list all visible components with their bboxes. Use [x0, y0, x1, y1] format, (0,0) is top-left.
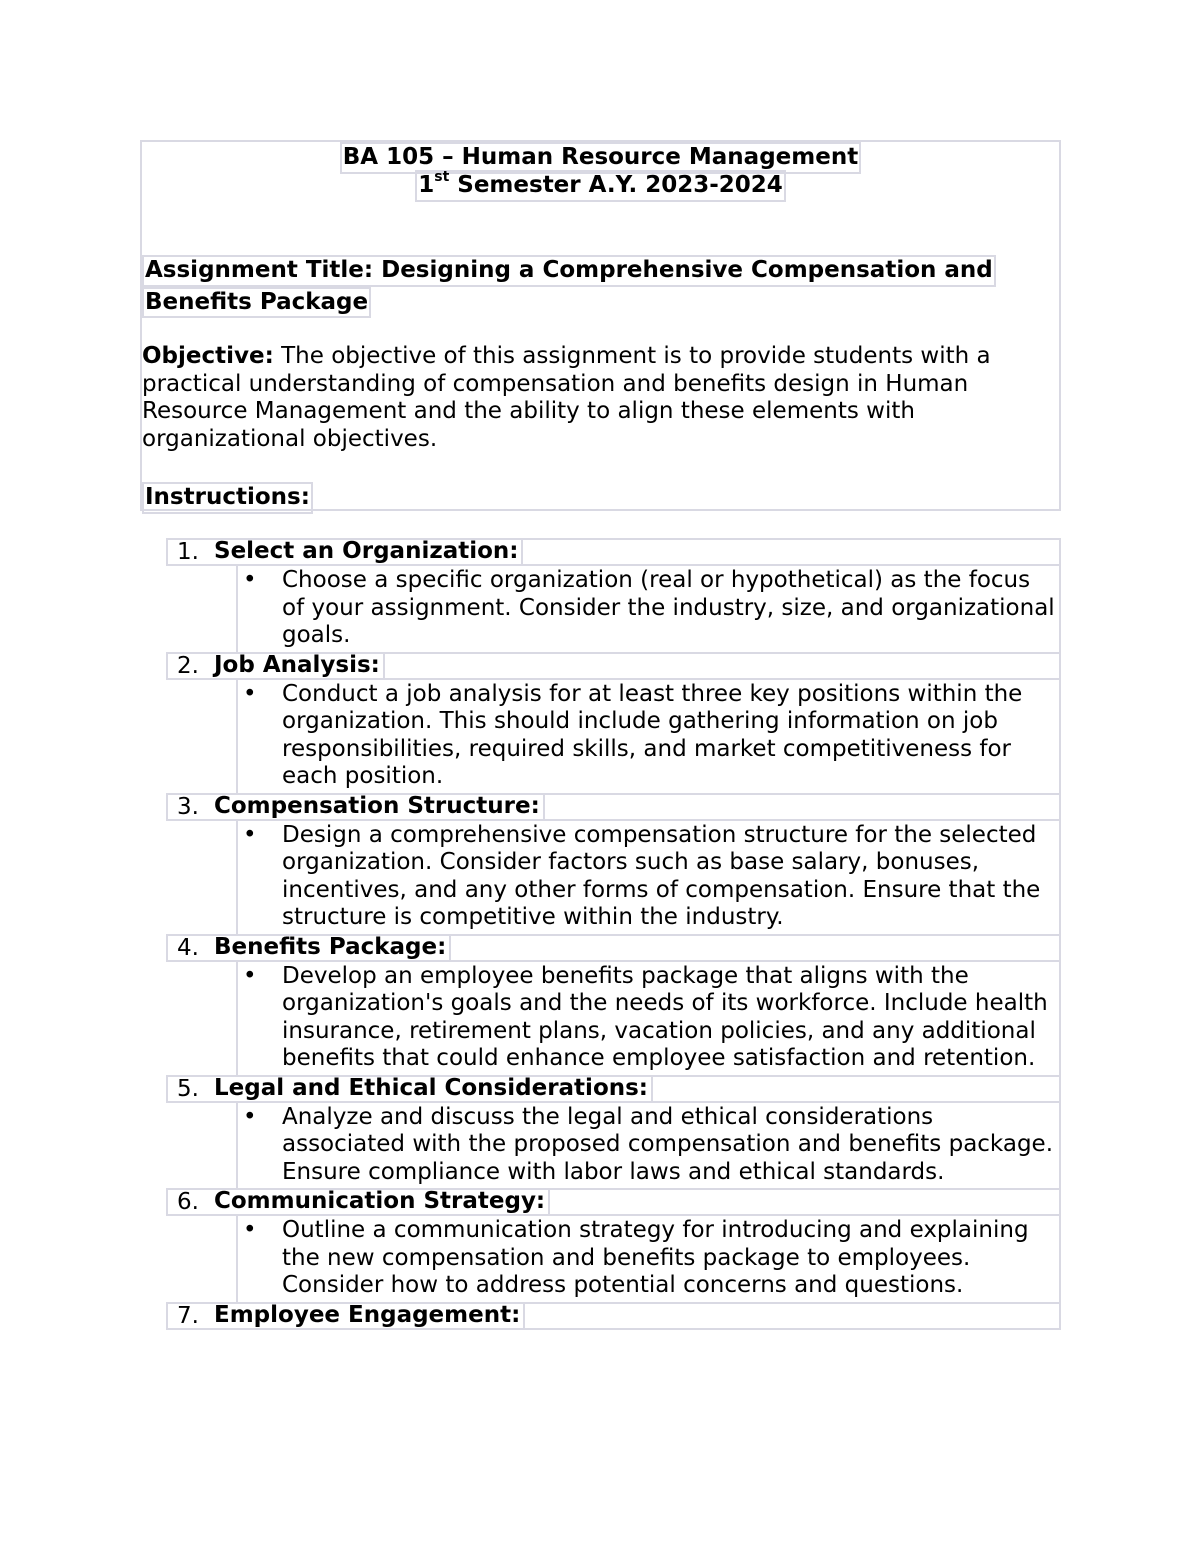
step-header — [166, 1075, 1061, 1103]
step-label: Benefits Package: — [211, 934, 451, 960]
course-title-line — [142, 142, 1059, 174]
bullet-icon: • — [243, 821, 257, 848]
course-title: BA 105 – Human Resource Management — [340, 142, 861, 174]
step-body — [236, 1103, 1061, 1189]
instructions-heading — [142, 482, 313, 514]
step-body — [236, 1216, 1061, 1302]
step-number: 3. — [177, 793, 199, 820]
objective-text: The objective of this assignment is to provide students with a practical understanding of compensation and benefits design in Human Resource Management and the ability to align these elements with organizational objectives. — [142, 343, 991, 452]
objective-label: Objective: — [142, 343, 274, 369]
step-label: Select an Organization: — [211, 538, 523, 564]
step-number: 1. — [177, 539, 199, 565]
step-description: Conduct a job analysis for at least three key positions within the organization. This should include gathering information on job responsibilities, required skills, and market competitiveness for each position. — [282, 680, 1023, 789]
step-header — [166, 652, 1061, 680]
semester-line — [142, 170, 1059, 202]
instruction-steps-list — [166, 538, 1061, 1330]
step-description: Design a comprehensive compensation structure for the selected organization. Consider factors such as base salary, bonuses, incentives, and any other forms of compensation. Ensure that the structure is competitive within the industry. — [282, 821, 1041, 930]
step-description: Outline a communication strategy for introducing and explaining the new compensation and benefits package to employees. Consider how to address potential concerns and questions. — [282, 1217, 1029, 1298]
bullet-icon: • — [243, 1103, 257, 1130]
step-label: Compensation Structure: — [211, 793, 545, 819]
semester-label — [415, 170, 786, 202]
objective-paragraph — [142, 343, 1039, 453]
bullet-icon: • — [243, 567, 257, 593]
step-label: Legal and Ethical Considerations: — [211, 1075, 653, 1101]
instructions-label: Instructions: — [142, 482, 313, 514]
step-body — [236, 962, 1061, 1075]
step-body — [236, 680, 1061, 793]
step-description: Choose a specific organization (real or hypothetical) as the focus of your assignment. Consider the industry, size, and organizational goals. — [282, 567, 1055, 648]
step-label: Employee Engagement: — [211, 1302, 525, 1328]
step-header — [166, 934, 1061, 962]
step-description: Develop an employee benefits package that aligns with the organization's goals and the needs of its workforce. Include health insurance, retirement plans, vacation policies, and any additional benefits that could enhance employee satisfaction and retention. — [282, 962, 1048, 1071]
bullet-icon: • — [243, 1217, 257, 1243]
bullet-icon: • — [243, 680, 257, 707]
header-section — [140, 140, 1061, 511]
step-description: Analyze and discuss the legal and ethical considerations associated with the proposed compensation and benefits package. Ensure compliance with labor laws and ethical standards. — [282, 1103, 1054, 1185]
step-label: Communication Strategy: — [211, 1188, 550, 1214]
step-number: 4. — [177, 934, 199, 961]
step-header — [166, 1302, 1061, 1330]
assignment-title — [142, 255, 1059, 318]
step-header — [166, 793, 1061, 821]
assignment-title-line-1: Assignment Title: Designing a Comprehensive Compensation and — [142, 255, 996, 287]
bullet-icon: • — [243, 962, 257, 989]
step-header — [166, 538, 1061, 566]
step-number: 2. — [177, 652, 199, 679]
step-header — [166, 1188, 1061, 1216]
semester-text: Semester A.Y. 2023-2024 — [449, 172, 783, 198]
step-number: 5. — [177, 1075, 199, 1102]
step-number: 7. — [177, 1302, 199, 1329]
step-number: 6. — [177, 1189, 199, 1215]
assignment-title-line-2: Benefits Package — [142, 287, 371, 319]
semester-ordinal: st — [434, 169, 450, 186]
step-label: Job Analysis: — [211, 652, 385, 678]
step-body — [236, 566, 1061, 652]
semester-number: 1 — [418, 172, 435, 198]
step-body — [236, 821, 1061, 934]
